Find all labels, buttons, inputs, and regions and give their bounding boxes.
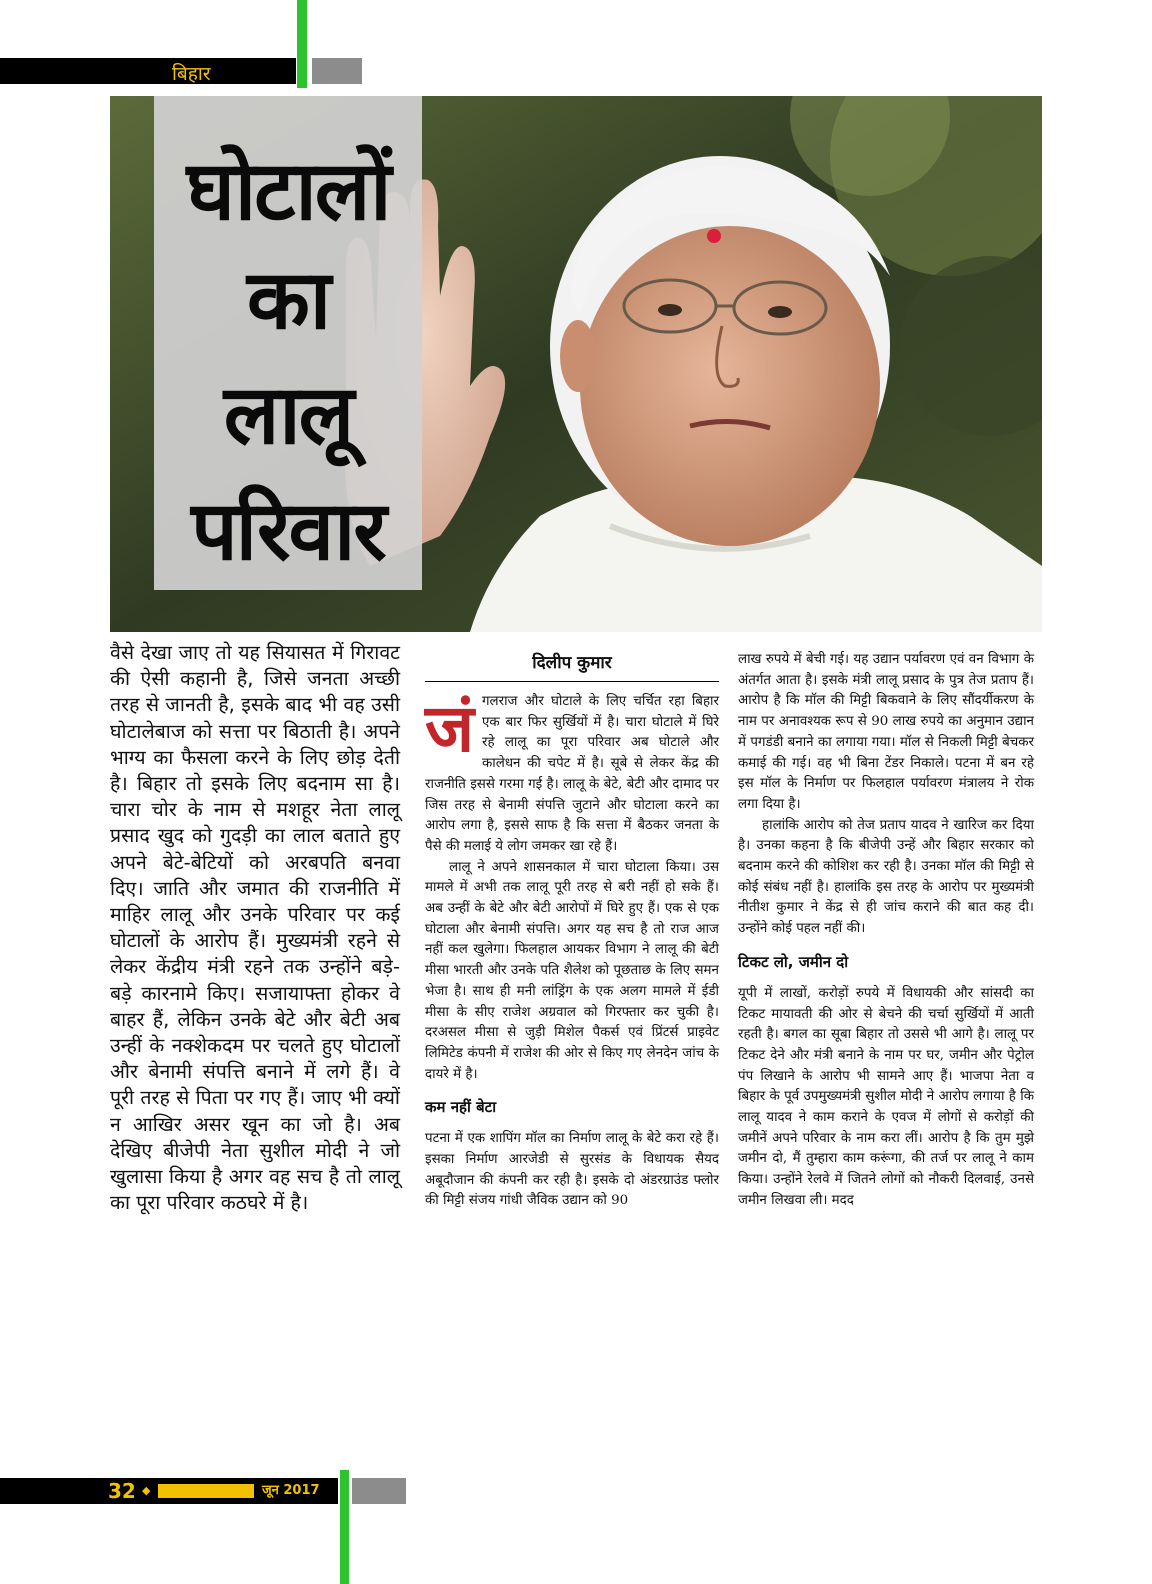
article-column-right (738, 650, 1034, 1212)
footer-bullet: ◆ (142, 1484, 151, 1497)
article-paragraph: पटना में एक शापिंग मॉल का निर्माण लालू के बेटे करा रहे हैं। इसका निर्माण आरजेडी से सुरसंड के विधायक सैयद अबूदौजान की कंपनी कर रही है। इसके दो अंडरग्राउंड फ्लोर की मिट्टी संजय गांधी जैविक उद्यान को 90 (425, 1131, 719, 1209)
headline-line: परिवार (191, 484, 385, 579)
magazine-logo (158, 1484, 254, 1498)
article-paragraph: लालू ने अपने शासनकाल में चारा घोटाला किया। उस मामले में अभी तक लालू पूरी तरह से बरी नहीं हो सके हैं। अब उन्हीं के बेटे और बेटी आरोपों में घिरे हुए हैं। एक से एक घोटाला और बेनामी संपत्ति। अगर यह सच है तो राज आज नहीं कल खुलेगा। फिलहाल आयकर विभाग ने लालू की बेटी मीसा भारती और उनके पति शैलेश को पूछताछ के लिए समन भेजा है। साथ ही मनी लांड्रिंग के एक अलग मामले में ईडी मीसा के सीए राजेश अग्रवाल को गिरफ्तार कर चुकी है। दरअसल मीसा से जुड़ी मिशेल पैकर्स एवं प्रिंटर्स प्राइवेट लिमिटेड कंपनी में राजेश की ओर से किए गए लेनदेन जांच के दायरे में है। (425, 859, 719, 1082)
grey-accent-block-top (312, 58, 362, 84)
subheading: टिकट लो, जमीन दो (738, 952, 849, 971)
issue-date: जून 2017 (262, 1483, 320, 1498)
green-accent-bar-top (297, 0, 307, 88)
headline-panel (154, 96, 422, 590)
headline-line: घोटालों (186, 144, 390, 239)
grey-accent-block-bottom (352, 1478, 406, 1504)
page-number: 32 (108, 1479, 136, 1503)
headline-line: लालू (223, 368, 353, 463)
author-byline: दिलीप कुमार (425, 650, 719, 682)
article-column-middle (425, 650, 719, 1212)
green-accent-bar-bottom (340, 1470, 349, 1584)
drop-cap: जं (425, 690, 474, 767)
subheading: कम नहीं बेटा (425, 1098, 497, 1117)
article-paragraph: लाख रुपये में बेची गई। यह उद्यान पर्यावरण एवं वन विभाग के अंतर्गत आता है। इसके मंत्री लालू प्रसाद के पुत्र तेज प्रताप हैं। आरोप है कि मॉल की मिट्टी बिकवाने के लिए सौंदर्यीकरण के नाम पर अनावश्यक रूप से 90 लाख रुपये का अनुमान उद्यान में पगडंडी बनाने का लगाया गया। मॉल से निकली मिट्टी बेचकर कमाई की गई। वह भी बिना टेंडर निकाले। पटना में बन रहे इस मॉल के निर्माण पर फिलहाल पर्यावरण मंत्रालय ने रोक लगा दिया है। (738, 652, 1034, 812)
section-label: बिहार (172, 63, 211, 85)
article-paragraph (425, 692, 719, 858)
lead-paragraph: वैसे देखा जाए तो यह सियासत में गिरावट की ऐसी कहानी है, जिसे जनता अच्छी तरह से जानती है, इसके बाद भी वह उसी घोटालेबाज को सत्ता पर बिठाती है। अपने भाग्य का फैसला करने के लिए छोड़ देती है। बिहार तो इसके लिए बदनाम सा है। चारा चोर के नाम से मशहूर नेता लालू प्रसाद खुद को गुदड़ी का लाल बताते हुए अपने बेटे-बेटियों को अरबपति बनवा दिए। जाति और जमात की राजनीति में माहिर लालू और उनके परिवार पर कई घोटालों के आरोप हैं। मुख्यमंत्री रहने से लेकर केंद्रीय मंत्री रहने तक उन्होंने बड़े-बड़े कारनामे किए। सजायाफ्ता होकर वे बाहर हैं, लेकिन उनके बेटे और बेटी अब उन्हीं के नक्शेकदम पर चलते हुए घोटालों और बेनामी संपत्ति बनाने में लगे हैं। वे पूरी तरह से पिता पर गए हैं। जाए भी क्यों न आखिर असर खून का जो है। अब देखिए बीजेपी नेता सुशील मोदी ने जो खुलासा किया है अगर वह सच है तो लालू का पूरा परिवार कठघरे में है। (110, 641, 400, 1215)
paragraph-text: गलराज और घोटाले के लिए चर्चित रहा बिहार एक बार फिर सुर्खियों में है। चारा घोटाले में घिरे रहे लालू का पूरा परिवार अब घोटाले और कालेधन की चपेट में है। सूबे से लेकर केंद्र की राजनीति इससे गरमा गई है। लालू के बेटे, बेटी और दामाद पर जिस तरह से बेनामी संपत्ति जुटाने और घोटाला करने का आरोप लगा है, इससे साफ है कि सत्ता में बैठकर जनता के पैसे की मलाई ये लोग जमकर खा रहे हैं। (425, 694, 719, 854)
headline-line: का (246, 253, 330, 348)
article-paragraph: हालांकि आरोप को तेज प्रताप यादव ने खारिज कर दिया है। उनका कहना है कि बीजेपी उन्हें और बिहार सरकार को बदनाम करने की कोशिश कर रही है। उनका मॉल की मिट्टी से कोई संबंध नहीं है। हालांकि इस तरह के आरोप पर मुख्यमंत्री नीतीश कुमार ने केंद्र से ही जांच कराने की बात कह दी। उन्होंने कोई पहल नहीं की। (738, 817, 1034, 937)
article-paragraph: यूपी में लाखों, करोड़ों रुपये में विधायकी और सांसदी का टिकट मायावती की ओर से बेचने की चर्चा सुर्खियों में आती रहती है। बगल का सूबा बिहार तो उससे भी आगे है। लालू पर टिकट देने और मंत्री बनाने के नाम पर घर, जमीन और पेट्रोल पंप लिखाने के आरोप भी सामने आए हैं। भाजपा नेता व बिहार के पूर्व उपमुख्यमंत्री सुशील मोदी ने आरोप लगाया है कि लालू यादव ने काम कराने के एवज में लोगों से करोड़ों की जमीनें अपने परिवार के नाम करा लीं। आरोप है कि तुम मुझे जमीन दो, मैं तुम्हारा काम करूंगा, की तर्ज पर लालू ने काम किया। उन्होंने रेलवे में जितने लोगों को नौकरी दिलवाई, उनसे जमीन लिखवा ली। मदद (738, 985, 1034, 1208)
section-header-bar (0, 58, 296, 84)
